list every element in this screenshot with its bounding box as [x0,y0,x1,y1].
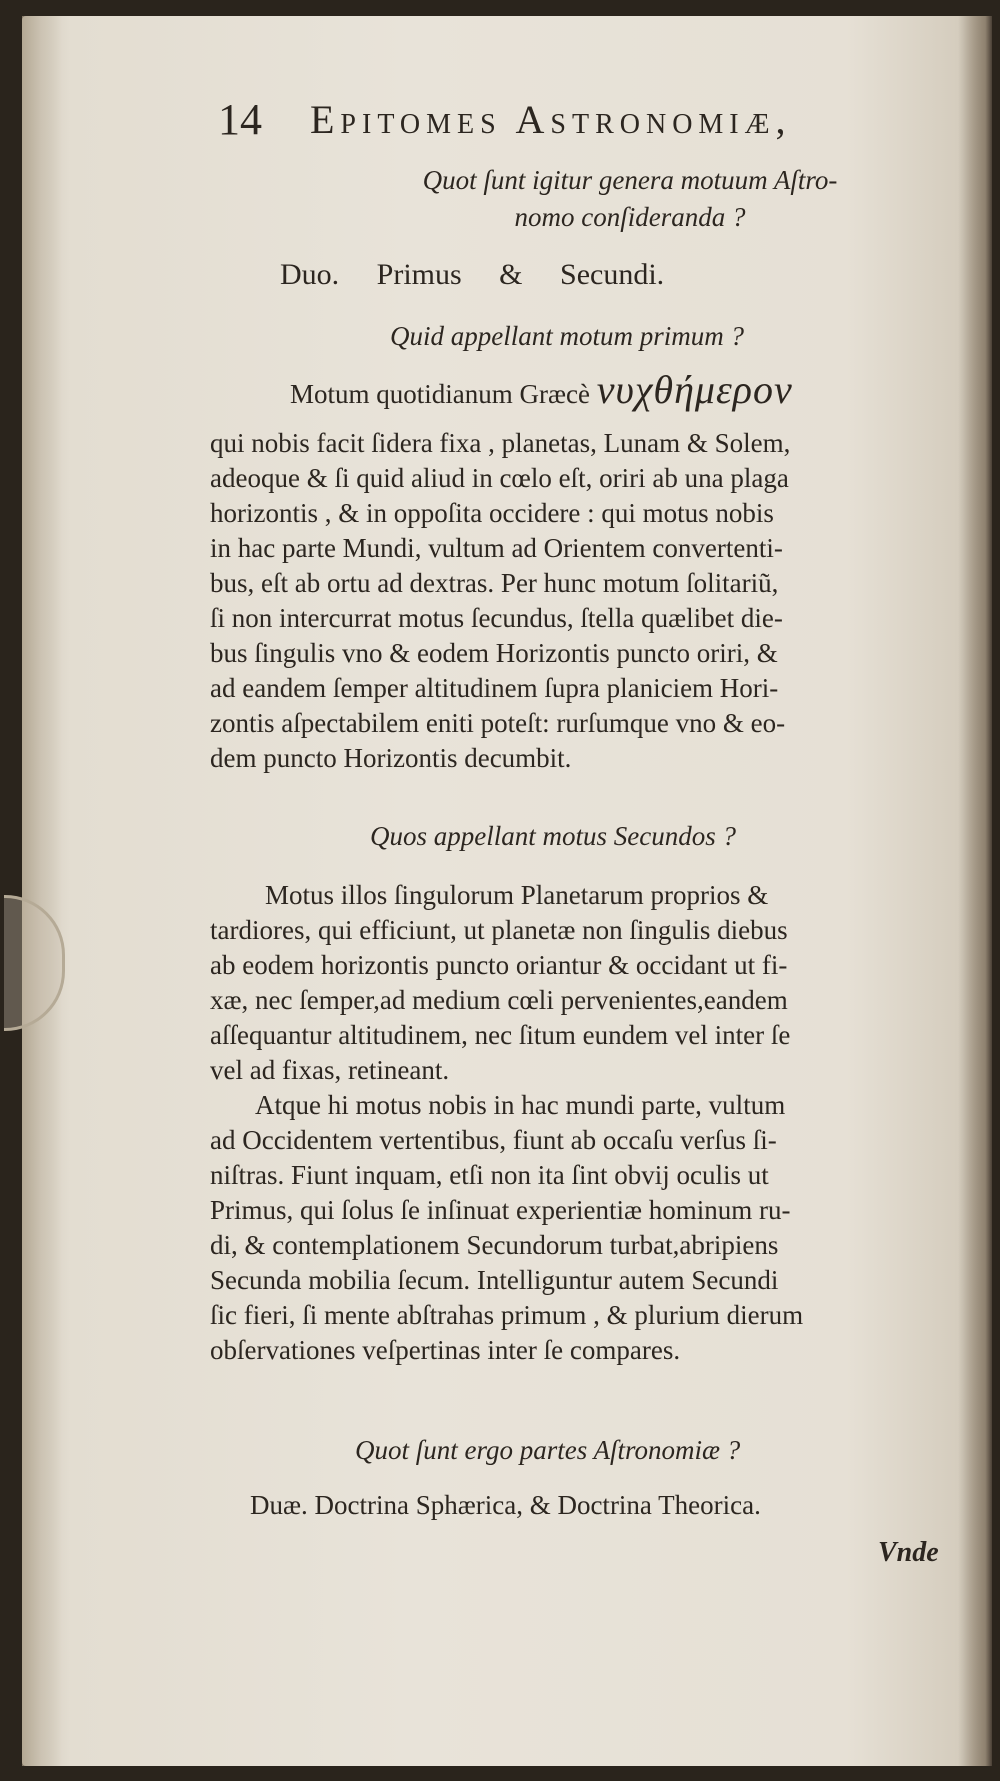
answer-3-line: Primus, qui ſolus ſe inſinuat experientiæ hominum ru- [210,1195,791,1225]
answer-3-line: tardiores, qui efficiunt, ut planetæ non ſingulis diebus [210,915,788,945]
answer-2-line: ſi non intercurrat motus ſecundus, ſtella quælibet die- [210,603,783,633]
answer-3-line: ad Occidentem vertentibus, fiunt ab occaſu verſus ſi- [210,1125,777,1155]
answer-3-line: vel ad fixas, retineant. [210,1055,450,1085]
answer-3-line: Atque hi motus nobis in hac mundi parte, vultum [255,1090,786,1120]
page-text [210,90,950,1568]
page-header [210,90,950,150]
answer-2-intro: Motum quotidianum Græcè [290,379,590,409]
answer-3-line: aſſequantur altitudinem, nec ſitum eundem vel inter ſe [210,1020,791,1050]
answer-2-line: in hac parte Mundi, vultum ad Orientem convertenti- [210,533,783,563]
answer-3-line: ab eodem horizontis puncto oriantur & occidant ut fi- [210,950,788,980]
answer-1: Duo. Primus & Secundi. [280,258,665,291]
question-2: Quid appellant motum primum ? [390,321,744,351]
question-4: Quot ſunt ergo partes Aſtronomiæ ? [355,1435,741,1465]
answer-3-line: xæ, nec ſemper,ad medium cœli pervenientes,eandem [210,985,788,1015]
catchword: Vnde [878,1537,939,1568]
question-1-line-1: Quot ſunt igitur genera motuum Aſtro- [422,165,838,195]
answer-2-line: dem puncto Horizontis decumbit. [210,743,572,773]
question-1-line-2: nomo conſideranda ? [514,202,746,232]
page-gutter-shadow [22,16,62,1766]
page-number: 14 [218,95,262,144]
question-1 [330,162,930,236]
answer-2-intro-line [290,366,793,413]
answer-2-line: qui nobis facit ſidera fixa , planetas, Lunam & Solem, [210,428,791,458]
answer-3-line: ſic fieri, ſi mente abſtrahas primum , & plurium dierum [210,1300,804,1330]
answer-2-line: bus ſingulis vno & eodem Horizontis puncto oriri, & [210,638,778,668]
answer-2-line: horizontis , & in oppoſita occidere : qui motus nobis [210,498,774,528]
answer-3-line: Secunda mobilia ſecum. Intelliguntur autem Secundi [210,1265,779,1295]
page-edge-shadow [958,16,992,1766]
answer-2-line: bus, eſt ab ortu ad dextras. Per hunc motum ſolitariũ, [210,568,779,598]
question-3: Quos appellant motus Secundos ? [370,821,736,851]
answer-4: Duæ. Doctrina Sphærica, & Doctrina Theorica. [250,1490,761,1520]
answer-2-line: zontis aſpectabilem eniti poteſt: rurſumque vno & eo- [210,708,786,738]
answer-3-line: Motus illos ſingulorum Planetarum proprios & [265,880,769,910]
answer-2-greek-word: νυχθήμερον [596,367,793,412]
running-title: Epitomes Astronomiæ, [310,97,792,142]
answer-3-line: niſtras. Fiunt inquam, etſi non ita ſint obvij oculis ut [210,1160,769,1190]
answer-2-line: ad eandem ſemper altitudinem ſupra planiciem Hori- [210,673,779,703]
answer-3-line: di, & contemplationem Secundorum turbat,abripiens [210,1230,779,1260]
answer-3-line: obſervationes veſpertinas inter ſe compares. [210,1335,681,1365]
answer-2-line: adeoque & ſi quid aliud in cœlo eſt, oriri ab una plaga [210,463,789,493]
